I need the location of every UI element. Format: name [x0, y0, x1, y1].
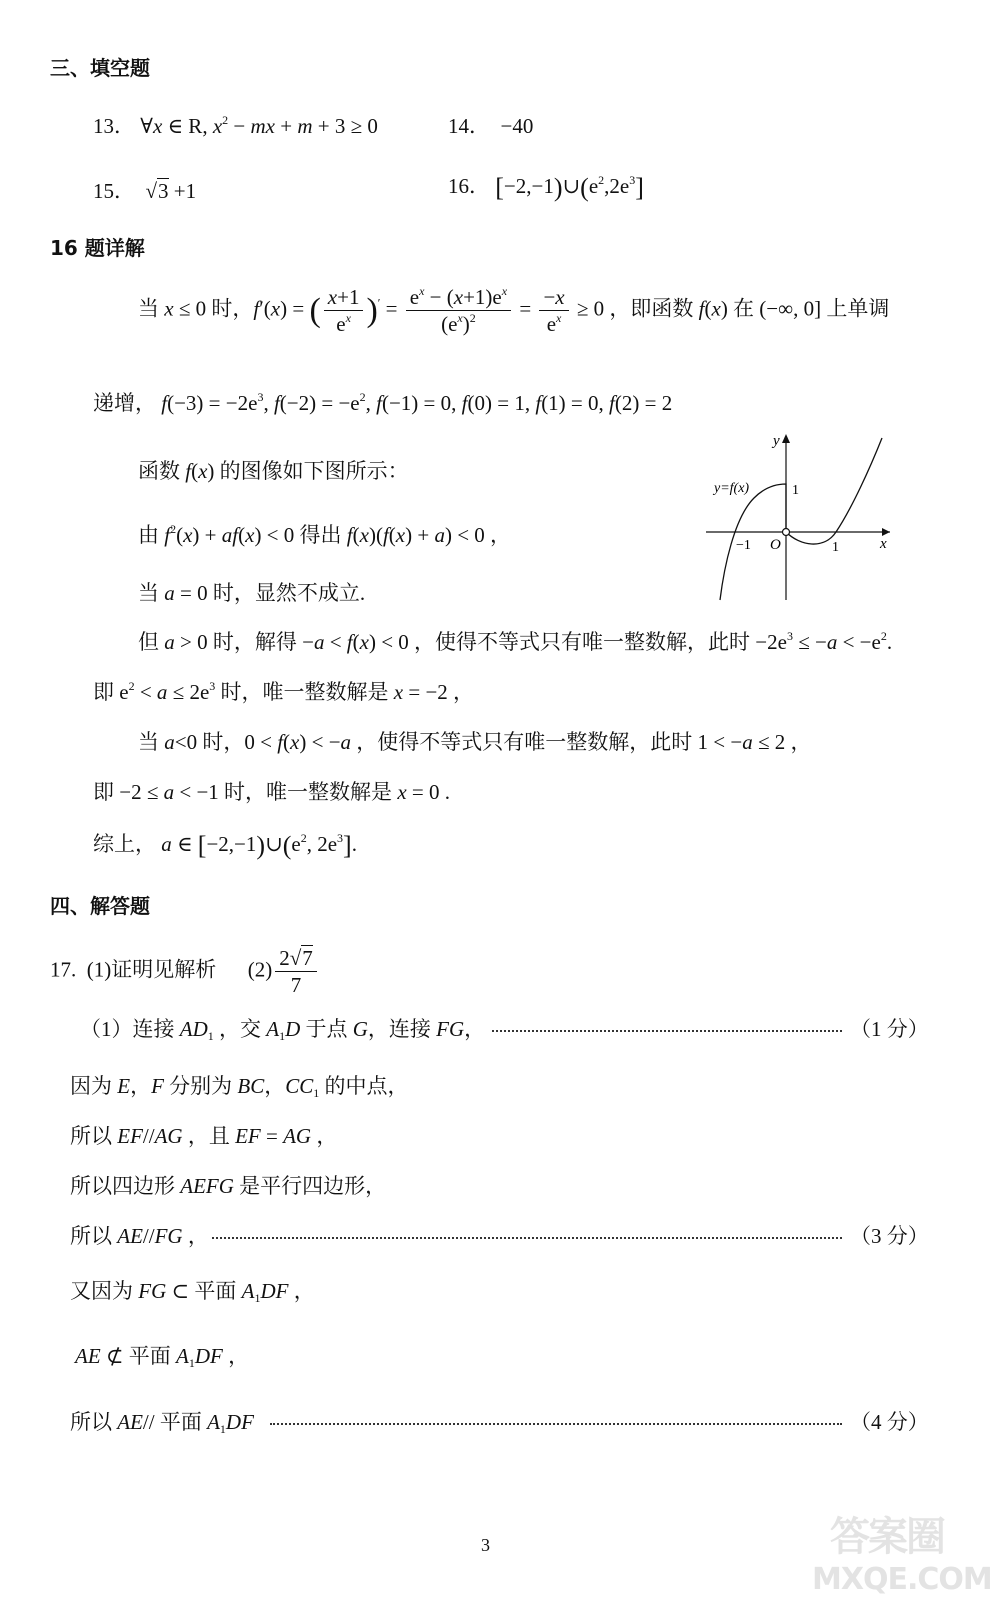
- dot-leader-3: [270, 1423, 842, 1425]
- q16-graph-intro: 函数 f(x) 的图像如下图所示：: [138, 459, 409, 483]
- score-1: （1 分）: [850, 1017, 929, 1041]
- tick-x-1: 1: [832, 540, 839, 555]
- answer-13: 13． ∀x ∈ R, $x^2$ − mx + m + 3 ≥ 0: [93, 113, 378, 138]
- answer-16: 16． $[-2,-1)\cup(e^2,2e^3]$: [448, 173, 644, 203]
- origin-label: O: [770, 537, 781, 553]
- q16-values-line: 递增， $f(-3) = -2e^3$, $f(-2) = -e^2$, f(−1) = 0, f(0) = 1, f(1) = 0, f(2) = 2: [93, 390, 673, 415]
- curve-label: y=f(x): [714, 481, 750, 496]
- q16-case-aneg: 当 a<0 时，0 < f(x) < −a ，使得不等式只有唯一整数解，此时 1 < −a ≤ 2 ，: [138, 730, 812, 754]
- q17-step-7: AE ⊄ 平面 $A_1DF$ ，: [75, 1344, 250, 1370]
- q17-step-4: 所以四边形 AEFG 是平行四边形，: [70, 1174, 387, 1198]
- q16-detail-title: 16 题详解: [50, 236, 145, 260]
- q17-step-8: 所以 AE// 平面 $A_1DF$: [70, 1410, 254, 1436]
- q16-inequality-line: 由 $f^2(x) + af(x) < 0$ 得出 f(x)(f(x) + a) < 0 ，: [138, 522, 512, 547]
- section-title-fill-in: 三、填空题: [50, 56, 150, 80]
- q16-conclusion: 综上， a ∈ $[-2,-1)\cup(e^2$, $2e^3$].: [93, 831, 357, 861]
- q17-step-6: 又因为 FG ⊂ 平面 $A_1DF$ ，: [70, 1279, 315, 1305]
- answer-14: 14． −40: [448, 114, 534, 138]
- q16-case-a0: 当 a = 0 时，显然不成立.: [138, 581, 366, 605]
- function-graph: [700, 428, 900, 603]
- watermark-logo-top: 答案圈: [830, 1514, 944, 1560]
- q17-step-2: 因为 E，F 分别为 BC，$CC_1$ 的中点，: [70, 1074, 409, 1100]
- curve-right-branch: [786, 438, 882, 544]
- q17-header: 17. (1)证明见解析 (2) $\frac{2√7}{7}$: [50, 945, 320, 999]
- section-title-answers: 四、解答题: [50, 894, 150, 918]
- score-3: （4 分）: [850, 1410, 929, 1434]
- x-axis-arrow-icon: [882, 528, 890, 536]
- answer-15: 15． √3 +1: [93, 179, 197, 203]
- q16-case-aneg-result: 即 −2 ≤ a < −1 时，唯一整数解是 x = 0 .: [93, 780, 450, 804]
- q16-case-apos-result: 即 $e^2 < a \le 2e^3$ 时，唯一整数解是 x = −2 ，: [93, 679, 475, 704]
- tick-x-minus1: −1: [736, 538, 751, 553]
- q17-step-1: （1）连接 $AD_1$ ，交 $A_1D$ 于点 G，连接 FG，: [80, 1017, 486, 1043]
- open-point-origin: [783, 529, 790, 536]
- tick-y-1: 1: [792, 483, 799, 498]
- q17-step-5: 所以 AE//FG ，: [70, 1224, 209, 1248]
- dot-leader-1: [492, 1030, 842, 1032]
- q16-case-apos: 但 a > 0 时，解得 −a < f(x) < 0 ，使得不等式只有唯一整数解，此时 $-2e^3 \le -a < -e^2$.: [138, 629, 893, 654]
- q16-derivative-line: 当 x ≤ 0 时，f′(x) = ( $\frac{x+1}{e^x}$ )′ = $\frac{e^x - (x+1)e^x}{(e^x)^2}$ = $\frac{-x}{e^x}$ ≥ 0 ，即函数 f(x) 在 (−∞, 0] 上单调: [138, 284, 890, 337]
- y-axis-label: y: [773, 433, 780, 449]
- q17-step-3: 所以 EF//AG ，且 EF = AG ，: [70, 1124, 338, 1148]
- page-number: 3: [481, 1535, 490, 1555]
- score-2: （3 分）: [850, 1224, 929, 1248]
- watermark-logo-bottom: MXQE.COM: [812, 1562, 992, 1597]
- y-axis-arrow-icon: [782, 434, 790, 443]
- x-axis-label: x: [880, 536, 887, 552]
- dot-leader-2: [212, 1237, 842, 1239]
